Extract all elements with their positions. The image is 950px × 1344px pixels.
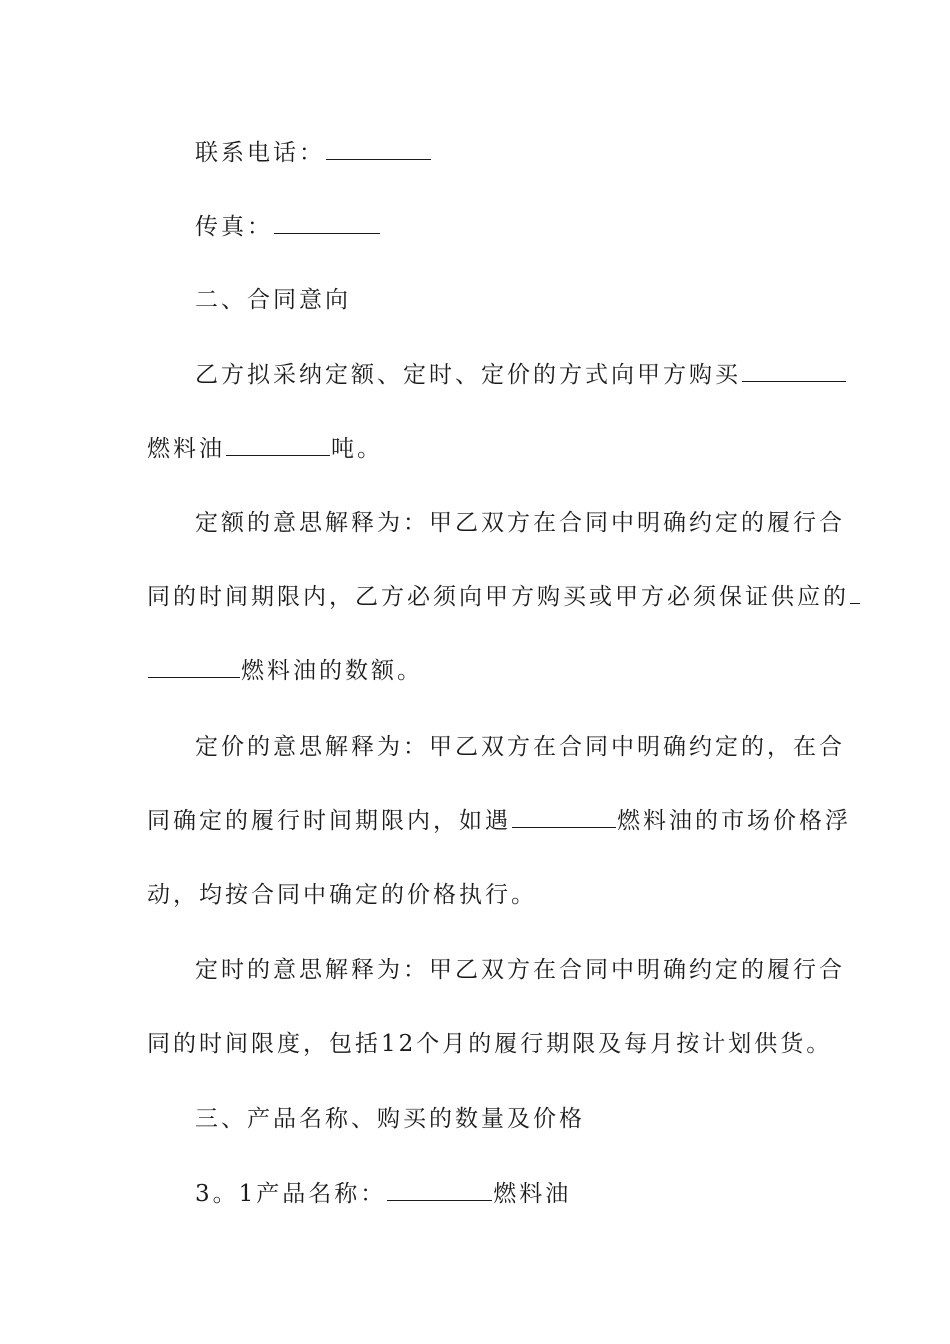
contact-phone-label: 联系电话：	[195, 140, 325, 166]
paragraph-line	[147, 434, 383, 464]
paragraph-text: 同的时间限度，包括12个月的履行期限及每月按计划供货。	[147, 1031, 833, 1057]
fax-label: 传真：	[195, 214, 273, 240]
paragraph-text: 燃料油的市场价格浮	[617, 808, 851, 834]
contact-phone-blank	[326, 139, 431, 160]
fuel-type-blank	[742, 361, 846, 382]
paragraph-line	[147, 1029, 832, 1059]
section-heading-text: 三、产品名称、购买的数量及价格	[195, 1106, 585, 1132]
fuel-type-blank-end	[148, 657, 240, 678]
paragraph-line	[195, 732, 845, 762]
paragraph-text: 定时的意思解释为：甲乙双方在合同中明确约定的履行合	[195, 957, 845, 983]
section-heading-contract-intent	[195, 285, 351, 315]
paragraph-text: 吨。	[331, 436, 383, 462]
paragraph-text: 乙方拟采纳定额、定时、定价的方式向甲方购买	[195, 362, 741, 388]
paragraph-text: 同的时间期限内，乙方必须向甲方购买或甲方必须保证供应的	[147, 584, 849, 610]
tonnage-blank	[226, 435, 330, 456]
fuel-type-blank-start	[850, 583, 860, 604]
fax-blank	[274, 213, 380, 234]
fuel-type-blank	[512, 807, 616, 828]
paragraph-line	[195, 508, 845, 538]
paragraph-line	[147, 806, 851, 836]
paragraph-text: 同确定的履行时间期限内，如遇	[147, 808, 511, 834]
paragraph-line	[195, 955, 845, 985]
product-name-blank	[387, 1180, 492, 1201]
paragraph-text: 燃料油的数额。	[241, 658, 423, 684]
paragraph-line	[147, 656, 423, 686]
contact-phone-line	[195, 138, 432, 168]
section-heading-text: 二、合同意向	[195, 287, 351, 313]
paragraph-text: 动，均按合同中确定的价格执行。	[147, 882, 537, 908]
product-name-label: 3。1产品名称：	[195, 1181, 387, 1207]
paragraph-line	[147, 880, 537, 910]
paragraph-line	[147, 582, 861, 612]
section-heading-product	[195, 1104, 585, 1134]
paragraph-text: 定额的意思解释为：甲乙双方在合同中明确约定的履行合	[195, 510, 845, 536]
fax-line	[195, 212, 381, 242]
product-name-suffix: 燃料油	[493, 1181, 572, 1207]
paragraph-line	[195, 360, 847, 390]
paragraph-text: 燃料油	[147, 436, 225, 462]
product-name-line	[195, 1179, 571, 1209]
paragraph-text: 定价的意思解释为：甲乙双方在合同中明确约定的，在合	[195, 734, 845, 760]
